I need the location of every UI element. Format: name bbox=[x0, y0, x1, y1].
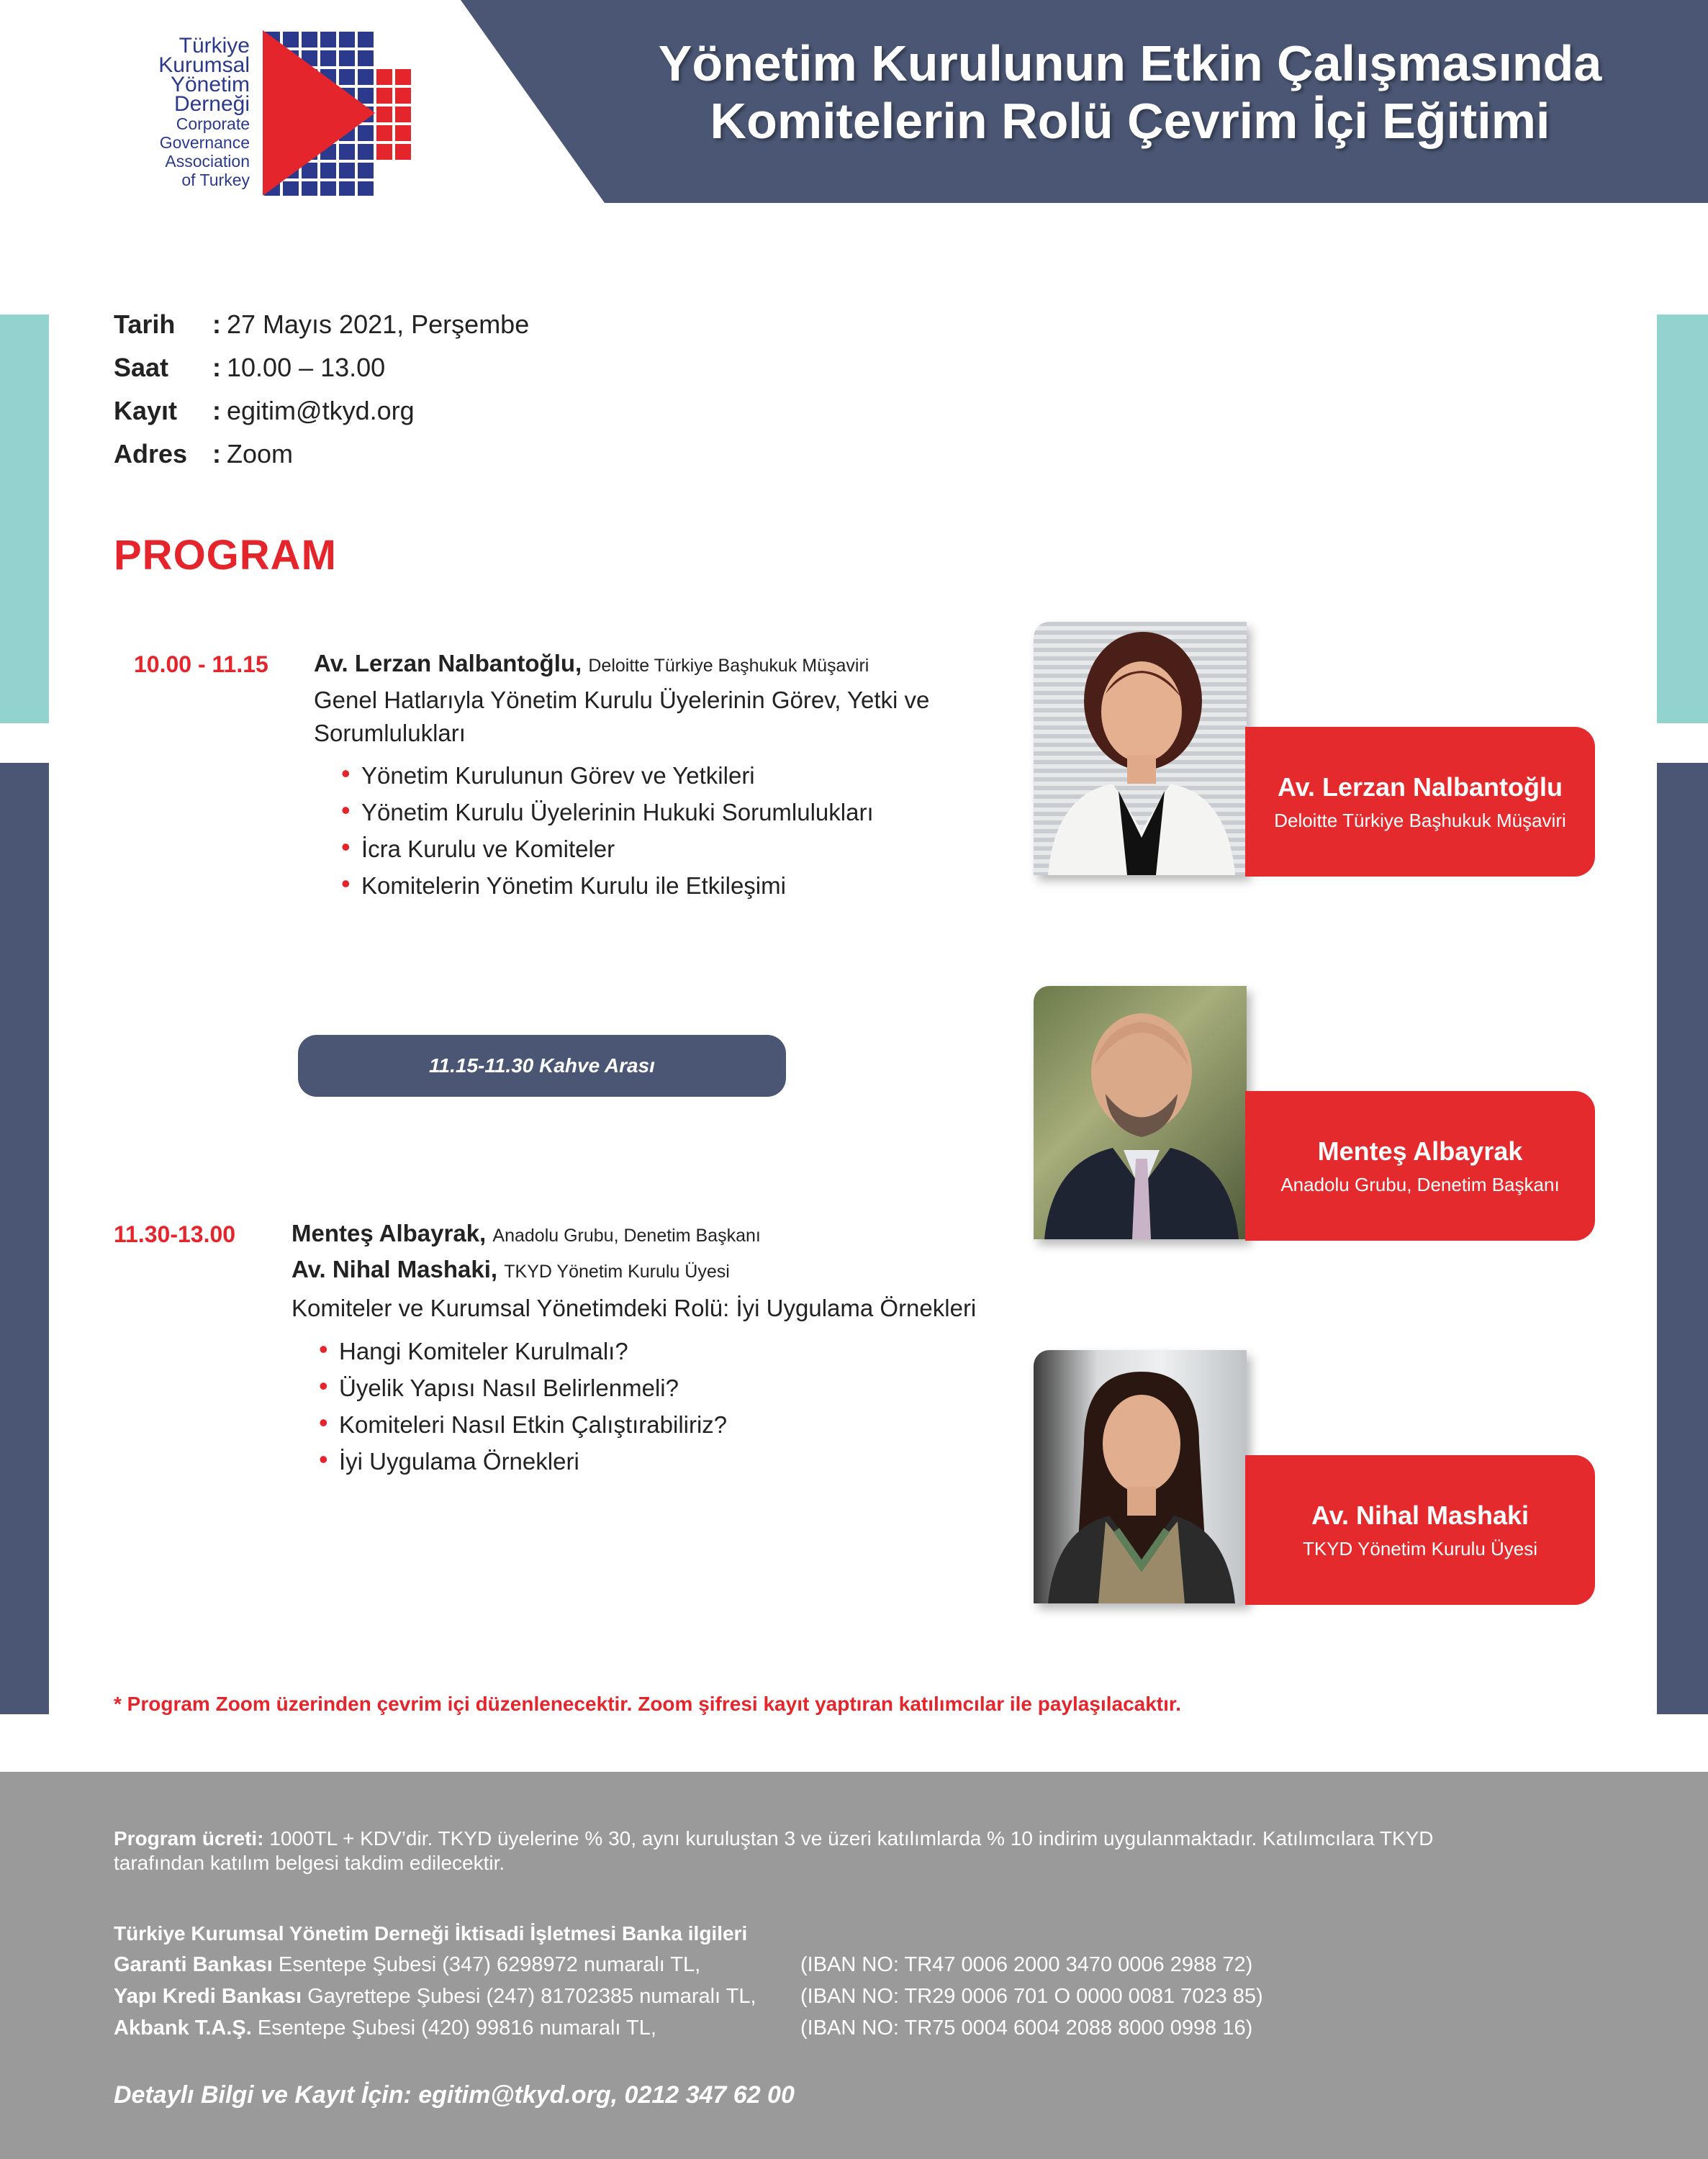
page-title-line1: Yönetim Kurulunun Etkin Çalışmasında bbox=[658, 35, 1602, 91]
fee-line bbox=[114, 1827, 1434, 1851]
portrait-woman-icon bbox=[1034, 622, 1247, 875]
fee-label: Program ücreti: bbox=[114, 1827, 264, 1850]
bank-name: Yapı Kredi Bankası bbox=[114, 1985, 302, 2008]
logo-en-line: Corporate bbox=[176, 114, 250, 133]
speaker-card-name: Av. Nihal Mashaki bbox=[1311, 1500, 1529, 1530]
bank-iban: (IBAN NO: TR47 0006 2000 3470 0006 2988 72) bbox=[800, 1953, 1253, 1976]
list-item: • İcra Kurulu ve Komiteler bbox=[341, 830, 874, 867]
logo-en-line: Governance bbox=[159, 133, 250, 152]
speaker-name: Menteş Albayrak, bbox=[292, 1220, 487, 1246]
topic-line: Sorumlulukları bbox=[314, 720, 466, 746]
session2-topic: Komiteler ve Kurumsal Yönetimdeki Rolü: İyi Uygulama Örnekleri bbox=[292, 1295, 977, 1321]
zoom-note: * Program Zoom üzerinden çevrim içi düzenlenecektir. Zoom şifresi kayıt yaptıran katılımcılar ile paylaşılacaktır. bbox=[114, 1693, 1182, 1715]
info-colon: : bbox=[212, 309, 221, 339]
speaker-card-mentes bbox=[1245, 1091, 1595, 1241]
speaker-card-name: Menteş Albayrak bbox=[1317, 1136, 1523, 1166]
bank-name: Akbank T.A.Ş. bbox=[114, 2017, 252, 2040]
portrait-man-icon bbox=[1034, 986, 1247, 1239]
portrait-woman-icon bbox=[1034, 1350, 1247, 1603]
speaker-card-name: Av. Lerzan Nalbantoğlu bbox=[1277, 771, 1563, 802]
info-colon: : bbox=[212, 353, 221, 382]
side-bar-navy-left bbox=[0, 763, 49, 1714]
bank-detail: Esentepe Şubesi (420) 99816 numaralı TL, bbox=[251, 2017, 656, 2040]
bank-iban: (IBAN NO: TR29 0006 701 O 0000 0081 7023 85) bbox=[800, 1985, 1263, 2008]
session2-speaker1 bbox=[292, 1220, 761, 1247]
info-label: Adres bbox=[114, 439, 188, 469]
side-bar-navy-right bbox=[1657, 763, 1708, 1714]
info-label: Tarih bbox=[114, 309, 176, 339]
info-value-email-link[interactable]: egitim@tkyd.org bbox=[227, 396, 415, 425]
coffee-break-pill bbox=[298, 1035, 786, 1097]
bank-row-akbank bbox=[114, 2016, 656, 2040]
topic-line: Genel Hatlarıyla Yönetim Kurulu Üyelerinin Görev, Yetki ve bbox=[314, 687, 930, 713]
info-colon: : bbox=[212, 396, 221, 425]
logo-en-line: of Turkey bbox=[181, 171, 250, 189]
bank-heading: Türkiye Kurumsal Yönetim Derneği İktisadi İşletmesi Banka ilgileri bbox=[114, 1922, 748, 1945]
speaker-name: Av. Lerzan Nalbantoğlu, bbox=[314, 650, 582, 676]
logo-tr-line: Derneği bbox=[173, 92, 250, 116]
session2-time: 11.30-13.00 bbox=[114, 1221, 236, 1247]
tkyd-logo-icon bbox=[263, 30, 414, 196]
bank-iban: (IBAN NO: TR75 0004 6004 2088 8000 0998 16) bbox=[800, 2017, 1253, 2040]
speaker-role: TKYD Yönetim Kurulu Üyesi bbox=[504, 1262, 730, 1282]
speaker-role: Deloitte Türkiye Başhukuk Müşaviri bbox=[588, 656, 869, 676]
list-item: • Üyelik Yapısı Nasıl Belirlenmeli? bbox=[319, 1370, 727, 1406]
speaker-card-title: TKYD Yönetim Kurulu Üyesi bbox=[1302, 1537, 1538, 1560]
page-title-line2: Komitelerin Rolü Çevrim İçi Eğitimi bbox=[710, 93, 1550, 149]
session1-bullets bbox=[341, 757, 874, 904]
contact-line[interactable]: Detaylı Bilgi ve Kayıt İçin: egitim@tkyd.org, 0212 347 62 00 bbox=[114, 2081, 795, 2109]
session1-time: 10.00 - 11.15 bbox=[134, 651, 268, 677]
fee-line-2: tarafından katılım belgesi takdim edilecektir. bbox=[114, 1852, 505, 1874]
session1-speaker bbox=[314, 650, 869, 677]
info-colon: : bbox=[212, 439, 221, 469]
speaker-card-title: Deloitte Türkiye Başhukuk Müşaviri bbox=[1274, 809, 1566, 831]
speaker-card-title: Anadolu Grubu, Denetim Başkanı bbox=[1280, 1173, 1560, 1195]
bank-row-garanti bbox=[114, 1952, 700, 1977]
list-item: • Yönetim Kurulunun Görev ve Yetkileri bbox=[341, 757, 874, 794]
info-value: 10.00 – 13.00 bbox=[227, 353, 386, 382]
speaker-card-nihal bbox=[1245, 1455, 1595, 1605]
page-title bbox=[504, 35, 1708, 150]
info-value: Zoom bbox=[227, 439, 294, 469]
bank-name: Garanti Bankası bbox=[114, 1953, 273, 1976]
side-bar-teal-right bbox=[1657, 314, 1708, 723]
coffee-break-label: 11.15-11.30 Kahve Arası bbox=[429, 1054, 655, 1077]
info-value: 27 Mayıs 2021, Perşembe bbox=[227, 309, 530, 339]
list-item: • İyi Uygulama Örnekleri bbox=[319, 1443, 727, 1480]
bank-detail: Gayrettepe Şubesi (247) 81702385 numaralı TL, bbox=[302, 1985, 756, 2008]
info-label: Kayıt bbox=[114, 396, 178, 425]
info-label: Saat bbox=[114, 353, 169, 382]
speaker-photo-nihal bbox=[1034, 1350, 1247, 1603]
program-heading: PROGRAM bbox=[114, 532, 337, 579]
side-bar-teal-left bbox=[0, 314, 49, 723]
logo-tr-line: Türkiye bbox=[179, 34, 250, 58]
session2-bullets bbox=[319, 1333, 727, 1480]
list-item: • Komitelerin Yönetim Kurulu ile Etkileşimi bbox=[341, 867, 874, 904]
list-item: • Komiteleri Nasıl Etkin Çalıştırabiliriz? bbox=[319, 1406, 727, 1443]
speaker-role: Anadolu Grubu, Denetim Başkanı bbox=[492, 1226, 761, 1246]
logo-tr-line: Yönetim bbox=[170, 73, 250, 96]
speaker-photo-mentes bbox=[1034, 986, 1247, 1239]
speaker-card-lerzan bbox=[1245, 727, 1595, 877]
session1-topic bbox=[314, 684, 976, 750]
speaker-photo-lerzan bbox=[1034, 622, 1247, 875]
list-item: • Yönetim Kurulu Üyelerinin Hukuki Sorumlulukları bbox=[341, 794, 874, 830]
bank-row-yapikredi bbox=[114, 1984, 756, 2009]
list-item: • Hangi Komiteler Kurulmalı? bbox=[319, 1333, 727, 1370]
session2-speaker2 bbox=[292, 1256, 730, 1283]
logo-tr-line: Kurumsal bbox=[158, 53, 250, 77]
bank-detail: Esentepe Şubesi (347) 6298972 numaralı TL, bbox=[272, 1953, 701, 1976]
speaker-name: Av. Nihal Mashaki, bbox=[292, 1256, 498, 1282]
logo-en-line: Association bbox=[165, 152, 250, 171]
fee-text: 1000TL + KDV’dir. TKYD üyelerine % 30, aynı kuruluştan 3 ve üzeri katılımlarda % 10 indirim uygulanmaktadır. Katılımcılara TKYD bbox=[263, 1827, 1434, 1850]
logo-text bbox=[119, 36, 250, 189]
